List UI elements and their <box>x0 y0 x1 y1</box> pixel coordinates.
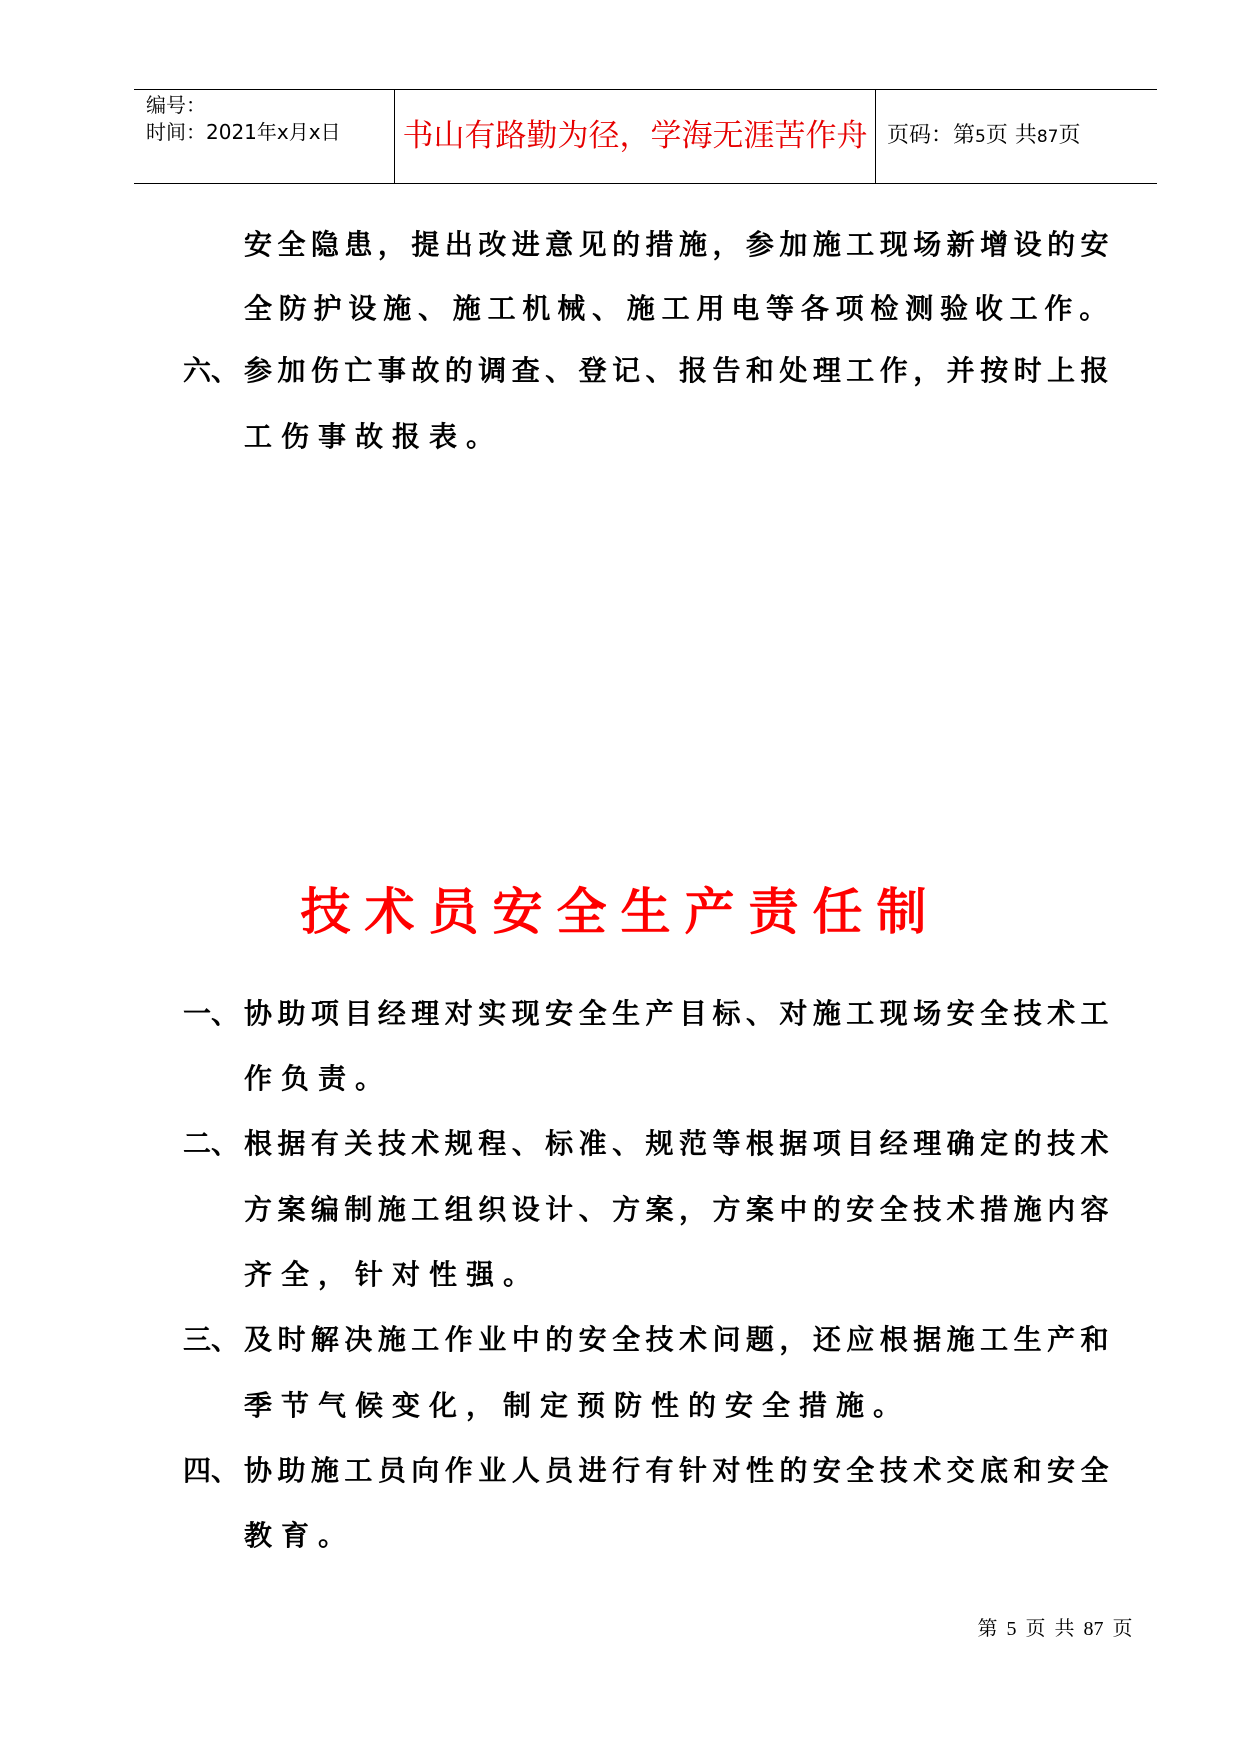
item-three-number: 三、 <box>183 1323 240 1356</box>
item-three-line-1: 及时解决施工作业中的安全技术问题，还应根据施工生产和 <box>244 1323 1114 1356</box>
header-motto-cell <box>394 90 876 183</box>
item-six-line-1: 参加伤亡事故的调查、登记、报告和处理工作，并按时上报 <box>244 354 1114 387</box>
document-number-label: 编号： <box>146 93 206 117</box>
header-page-cell <box>875 90 1157 183</box>
page-suffix: 页 <box>1058 123 1081 148</box>
item-two-line-2: 方案编制施工组织设计、方案，方案中的安全技术措施内容 <box>244 1193 1114 1226</box>
page-total: 87 <box>1036 127 1059 147</box>
item-three-line-2: 季节气候变化，制定预防性的安全措施。 <box>244 1389 911 1422</box>
item-four-line-2: 教育。 <box>244 1519 356 1552</box>
item-two-number: 二、 <box>183 1127 240 1160</box>
item-two-line-3: 齐全，针对性强。 <box>244 1258 541 1291</box>
page-header <box>134 89 1157 184</box>
page-current: 5 <box>975 127 986 147</box>
header-motto: 书山有路勤为径，学海无涯苦作舟 <box>402 118 868 154</box>
page-mid: 页 共 <box>985 123 1037 148</box>
item-one-line-2: 作负责。 <box>244 1062 393 1095</box>
item-four-line-1: 协助施工员向作业人员进行有针对性的安全技术交底和安全 <box>244 1454 1114 1487</box>
item-two-line-1: 根据有关技术规程、标准、规范等根据项目经理确定的技术 <box>244 1127 1114 1160</box>
continuation-line-1: 安全隐患，提出改进意见的措施，参加施工现场新增设的安 <box>244 228 1114 261</box>
item-four-number: 四、 <box>183 1454 240 1487</box>
header-meta-cell <box>134 90 394 183</box>
document-date: 时间：2021年x月x日 <box>146 120 341 144</box>
section-title: 技术员安全生产责任制 <box>300 882 941 941</box>
header-page-info <box>887 122 1081 151</box>
item-six-number: 六、 <box>183 354 240 387</box>
item-one-number: 一、 <box>183 997 240 1030</box>
item-one-line-1: 协助项目经理对实现安全生产目标、对施工现场安全技术工 <box>244 997 1114 1030</box>
page-prefix: 页码：第 <box>887 123 976 148</box>
page-footer: 第 5 页 共 87 页 <box>977 1618 1133 1640</box>
item-six-line-2: 工伤事故报表。 <box>244 420 504 453</box>
continuation-line-2: 全防护设施、施工机械、施工用电等各项检测验收工作。 <box>244 292 1114 325</box>
